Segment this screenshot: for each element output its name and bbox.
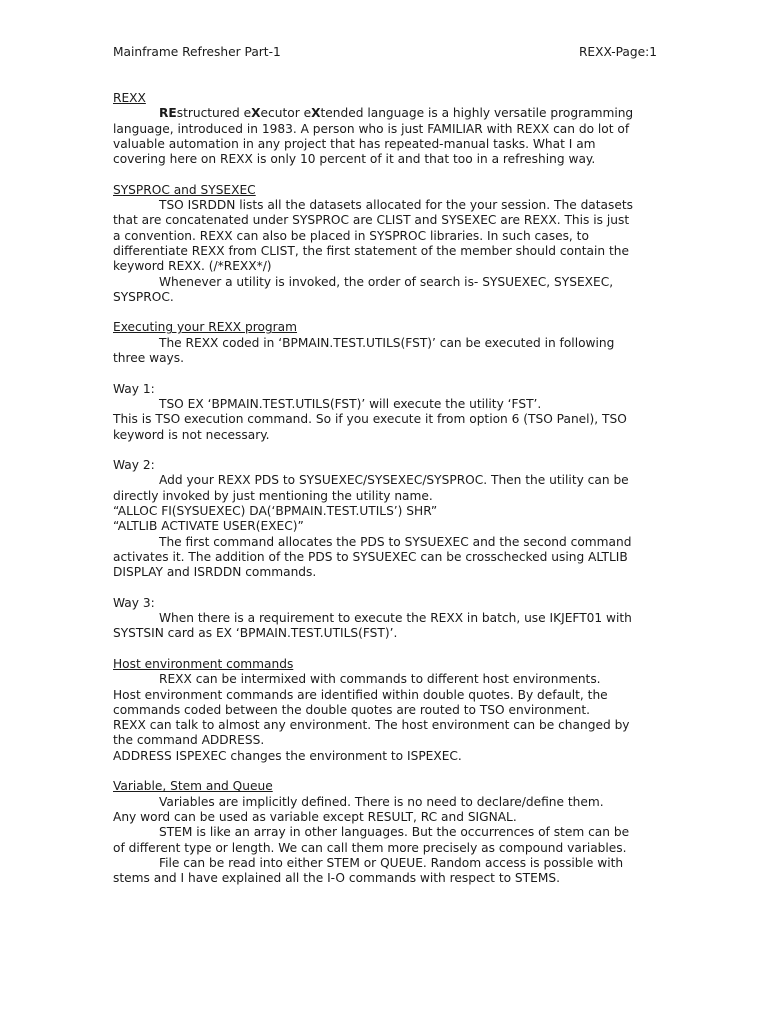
- acronym-x2: X: [311, 106, 321, 121]
- paragraph-line: differentiate REXX from CLIST, the first statement of the member should contain the: [113, 243, 629, 258]
- section-heading-sysproc: SYSPROC and SYSEXEC: [113, 182, 256, 197]
- paragraph-line: of different type or length. We can call them more precisely as compound variables.: [113, 840, 627, 855]
- paragraph-line: Any word can be used as variable except RESULT, RC and SIGNAL.: [113, 809, 517, 824]
- section-heading-host: Host environment commands: [113, 656, 294, 671]
- paragraph-line: SYSTSIN card as EX ‘BPMAIN.TEST.UTILS(FST)’.: [113, 626, 398, 641]
- rexx-intro-line: [113, 106, 658, 121]
- command-line: “ALTLIB ACTIVATE USER(EXEC)”: [113, 519, 304, 534]
- page-header: [113, 45, 657, 60]
- paragraph-line: a convention. REXX can also be placed in SYSPROC libraries. In such cases, to: [113, 228, 589, 243]
- paragraph-line: that are concatenated under SYSPROC are CLIST and SYSEXEC are REXX. This is just: [113, 213, 630, 228]
- paragraph-line: valuable automation in any project that has repeated-manual tasks. What I am: [113, 136, 596, 151]
- section-heading-executing: Executing your REXX program: [113, 320, 298, 335]
- paragraph-line: Variables are implicitly defined. There is no need to declare/define them.: [159, 794, 604, 809]
- paragraph-line: directly invoked by just mentioning the utility name.: [113, 488, 433, 503]
- paragraph-line: Host environment commands are identified within double quotes. By default, the: [113, 687, 608, 702]
- paragraph-line: This is TSO execution command. So if you execute it from option 6 (TSO Panel), TSO: [113, 412, 627, 427]
- paragraph-line: language, introduced in 1983. A person who is just FAMILIAR with REXX can do lot of: [113, 121, 630, 136]
- paragraph-line: REXX can be intermixed with commands to different host environments.: [159, 672, 601, 687]
- paragraph-line: ADDRESS ISPEXEC changes the environment to ISPEXEC.: [113, 748, 462, 763]
- header-title: Mainframe Refresher Part-1: [113, 45, 281, 59]
- paragraph-line: The REXX coded in ‘BPMAIN.TEST.UTILS(FST)’ can be executed in following: [159, 335, 615, 350]
- paragraph-line: three ways.: [113, 351, 184, 366]
- section-heading-variable: Variable, Stem and Queue: [113, 779, 273, 794]
- acronym-re: RE: [159, 106, 177, 121]
- acronym-text-3: tended language is a highly versatile programming: [320, 106, 634, 121]
- acronym-text-2: ecutor e: [260, 106, 312, 121]
- document-body: [113, 91, 658, 886]
- way-3-heading: Way 3:: [113, 595, 155, 610]
- way-1-heading: Way 1:: [113, 381, 155, 396]
- paragraph-line: stems and I have explained all the I-O commands with respect to STEMS.: [113, 871, 560, 886]
- header-page-number: REXX-Page:1: [578, 45, 657, 59]
- way-2-heading: Way 2:: [113, 458, 155, 473]
- acronym-x1: X: [251, 106, 261, 121]
- acronym-text-1: structured e: [176, 106, 252, 121]
- paragraph-line: Add your REXX PDS to SYSUEXEC/SYSEXEC/SYSPROC. Then the utility can be: [159, 473, 629, 488]
- paragraph-line: File can be read into either STEM or QUEUE. Random access is possible with: [159, 855, 624, 870]
- paragraph-line: covering here on REXX is only 10 percent of it and that too in a refreshing way.: [113, 152, 596, 167]
- paragraph-line: keyword REXX. (/*REXX*/): [113, 259, 272, 274]
- paragraph-line: REXX can talk to almost any environment. The host environment can be changed by: [113, 718, 630, 733]
- paragraph-line: activates it. The addition of the PDS to SYSUEXEC can be crosschecked using ALTLIB: [113, 549, 628, 564]
- paragraph-line: commands coded between the double quotes are routed to TSO environment.: [113, 702, 590, 717]
- paragraph-line: TSO ISRDDN lists all the datasets allocated for the your session. The datasets: [159, 198, 633, 213]
- paragraph-line: SYSPROC.: [113, 289, 174, 304]
- paragraph-line: Whenever a utility is invoked, the order of search is- SYSUEXEC, SYSEXEC,: [159, 274, 614, 289]
- paragraph-line: the command ADDRESS.: [113, 733, 265, 748]
- paragraph-line: TSO EX ‘BPMAIN.TEST.UTILS(FST)’ will execute the utility ‘FST’.: [159, 396, 542, 411]
- section-heading-rexx: REXX: [113, 91, 146, 105]
- paragraph-line: DISPLAY and ISRDDN commands.: [113, 565, 317, 580]
- paragraph-line: The first command allocates the PDS to SYSUEXEC and the second command: [159, 534, 632, 549]
- paragraph-line: When there is a requirement to execute the REXX in batch, use IKJEFT01 with: [159, 611, 632, 626]
- paragraph-line: keyword is not necessary.: [113, 427, 270, 442]
- paragraph-line: STEM is like an array in other languages. But the occurrences of stem can be: [159, 825, 630, 840]
- command-line: “ALLOC FI(SYSUEXEC) DA(‘BPMAIN.TEST.UTILS’) SHR”: [113, 504, 438, 519]
